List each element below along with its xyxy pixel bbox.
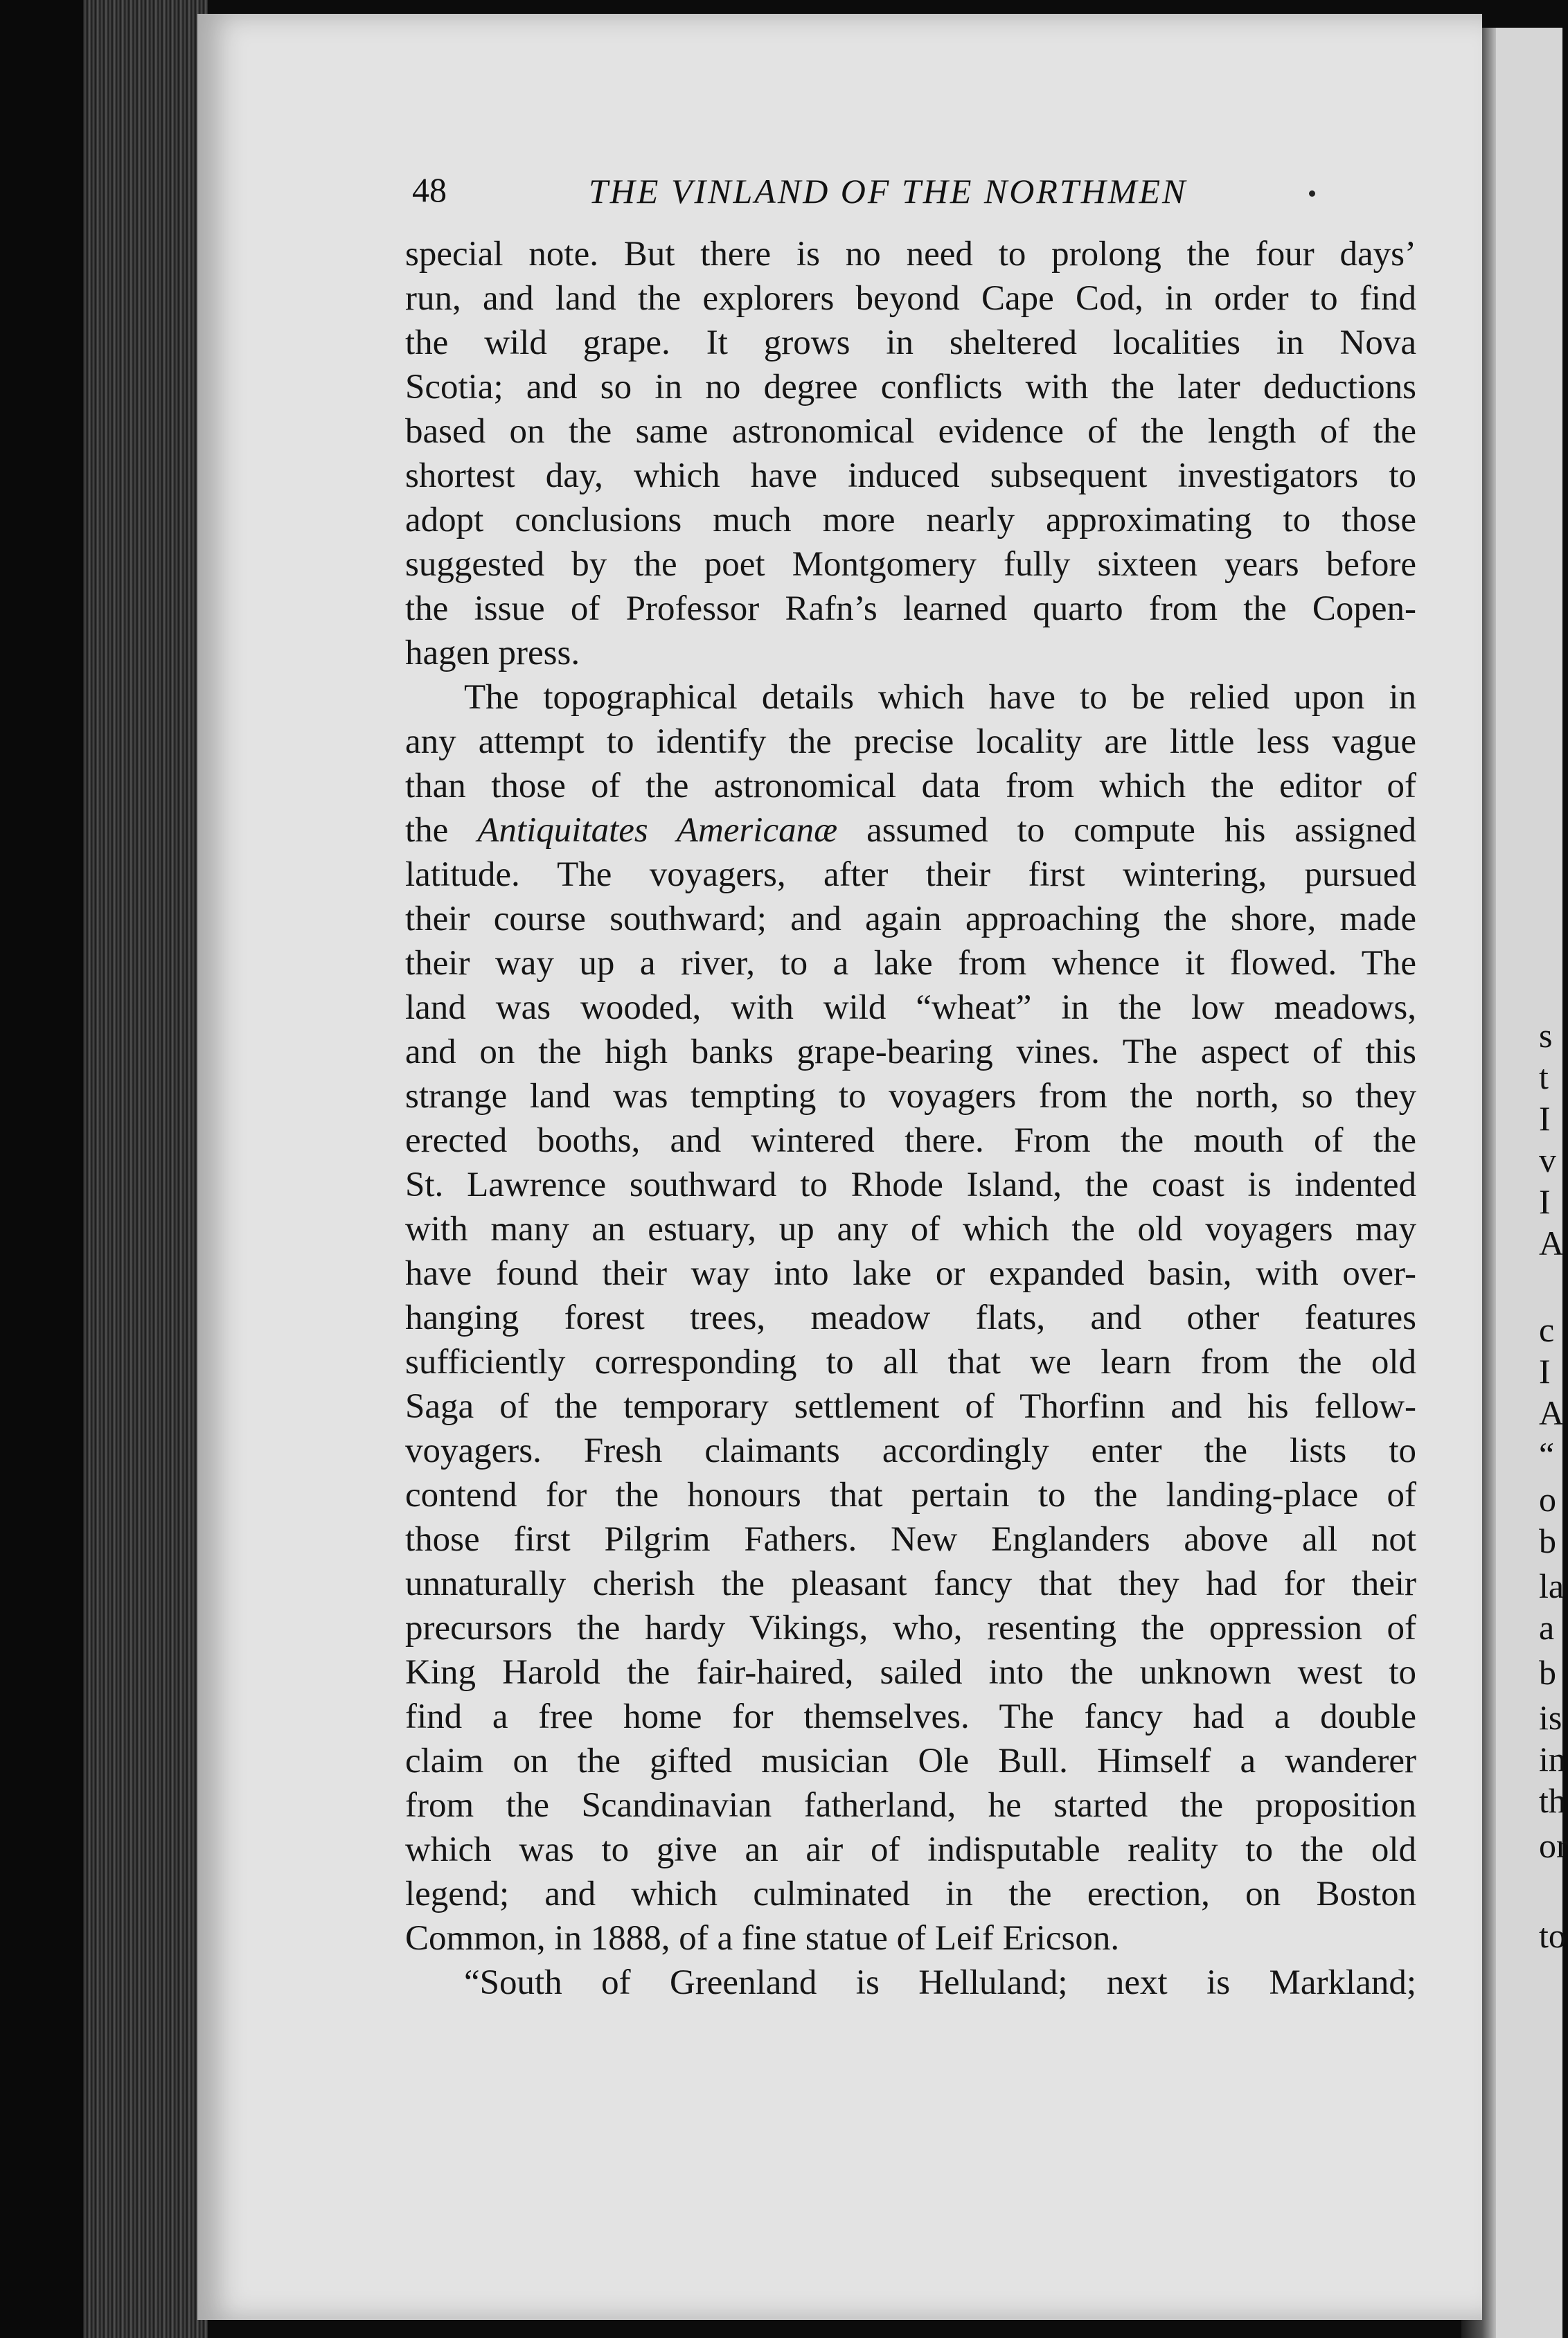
text-line: legend; and which culminated in the erection, on Boston [405,1875,1416,1913]
text-line: any attempt to identify the precise locality are little less vague [405,722,1416,761]
text-line: land was wooded, with wild “wheat” in the low meadows, [405,988,1416,1027]
text-segment: assumed to compute his assigned [837,811,1417,850]
text-line [405,808,1416,853]
adjacent-page-fragment: b [1539,1522,1556,1560]
text-line: their course southward; and again approaching the shore, made [405,900,1416,938]
adjacent-page-fragment: s [1539,1016,1553,1055]
adjacent-page-fragment: th [1539,1781,1566,1820]
adjacent-page-fragment: o [1539,1480,1556,1519]
text-line: hanging forest trees, meadow flats, and other features [405,1299,1416,1337]
text-line: The topographical details which have to be relied upon in [464,678,1416,717]
adjacent-page-fragment: is [1539,1698,1562,1737]
text-line: hagen press. [405,634,580,672]
text-line: the issue of Professor Rafn’s learned quarto from the Copen- [405,589,1416,628]
running-title: THE VINLAND OF THE NORTHMEN [589,172,1188,211]
text-line: strange land was tempting to voyagers from the north, so they [405,1077,1416,1116]
text-line: and on the high banks grape-bearing vines. The aspect of this [405,1033,1416,1071]
text-line: St. Lawrence southward to Rhode Island, the coast is indented [405,1166,1416,1204]
text-line: than those of the astronomical data from which the editor of [405,767,1416,805]
text-line: have found their way into lake or expanded basin, with over- [405,1254,1416,1293]
text-line: claim on the gifted musician Ole Bull. Himself a wanderer [405,1742,1416,1781]
text-line: the wild grape. It grows in sheltered localities in Nova [405,323,1416,362]
adjacent-page-fragment: “ [1539,1435,1555,1474]
text-segment: the [405,811,478,850]
adjacent-page-fragment: t [1539,1058,1549,1096]
adjacent-page-fragment: v [1539,1141,1556,1179]
text-line: run, and land the explorers beyond Cape Cod, in order to find [405,279,1416,318]
adjacent-page-fragment: to [1539,1916,1566,1955]
text-line: Common, in 1888, of a fine statue of Leif Ericson. [405,1919,1120,1958]
text-line: their way up a river, to a lake from whence it flowed. The [405,944,1416,983]
text-line: based on the same astronomical evidence of the length of the [405,412,1416,451]
adjacent-page-fragment: a [1539,1608,1555,1647]
text-line: adopt conclusions much more nearly approximating to those [405,501,1416,539]
paragraph [405,232,1416,675]
text-line: unnaturally cherish the pleasant fancy that they had for their [405,1564,1416,1603]
text-line: erected booths, and wintered there. From the mouth of the [405,1121,1416,1160]
adjacent-page-fragment: c [1539,1310,1555,1349]
adjacent-page-fragment: I [1539,1182,1551,1221]
text-line: precursors the hardy Vikings, who, resenting the oppression of [405,1609,1416,1648]
adjacent-page-fragment: la [1539,1567,1565,1605]
text-line: special note. But there is no need to prolong the four days’ [405,235,1416,274]
adjacent-page-fragment: I [1539,1352,1551,1391]
text-line: shortest day, which have induced subsequent investigators to [405,456,1416,495]
text-line: those first Pilgrim Fathers. New Englanders above all not [405,1520,1416,1559]
text-line: King Harold the fair-haired, sailed into the unknown west to [405,1653,1416,1692]
text-line: voyagers. Fresh claimants accordingly enter the lists to [405,1431,1416,1470]
text-line: find a free home for themselves. The fancy had a double [405,1697,1416,1736]
running-head [412,170,1402,218]
text-line: sufficiently corresponding to all that we learn from the old [405,1343,1416,1382]
text-line: suggested by the poet Montgomery fully sixteen years before [405,545,1416,584]
paragraph [405,675,1416,1961]
text-line: Saga of the temporary settlement of Thorfinn and his fellow- [405,1387,1416,1426]
page-number: 48 [412,170,447,209]
ornament-dot [1309,190,1315,197]
adjacent-page-fragment: in [1539,1740,1566,1778]
text-line: latitude. The voyagers, after their first wintering, pursued [405,855,1416,894]
body-text [405,232,1416,2005]
adjacent-page-fragment: A [1539,1224,1565,1262]
text-line: “South of Greenland is Helluland; next is Markland; [464,1963,1416,2002]
text-line: Scotia; and so in no degree conflicts with the later deductions [405,368,1416,407]
text-line: with many an estuary, up any of which the old voyagers may [405,1210,1416,1249]
book-title-italic: Antiquitates Americanæ [477,811,838,850]
text-line: contend for the honours that pertain to the landing-place of [405,1476,1416,1515]
text-line: from the Scandinavian fatherland, he started the proposition [405,1786,1416,1825]
scan-border [0,0,83,2338]
paragraph [405,1961,1416,2005]
text-line: which was to give an air of indisputable reality to the old [405,1830,1416,1869]
adjacent-page-fragment: b [1539,1653,1556,1692]
adjacent-page-fragment: I [1539,1099,1551,1138]
adjacent-page-fragment: A [1539,1393,1565,1432]
adjacent-page-fragment: or [1539,1826,1568,1865]
